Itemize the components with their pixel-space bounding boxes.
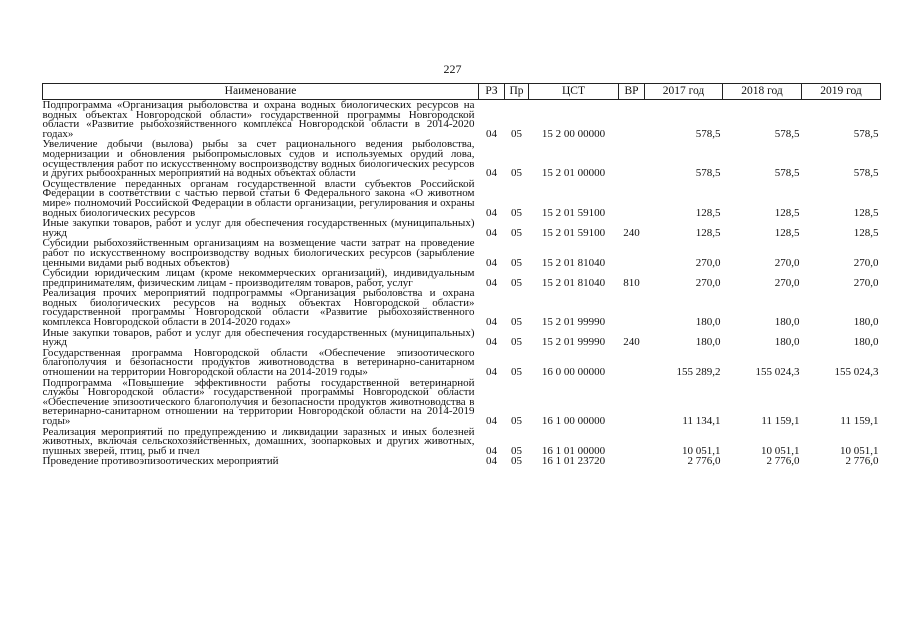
table-row	[43, 238, 881, 268]
header-2017: 2017 год	[645, 84, 723, 100]
row-value-2019: 2 776,0	[845, 455, 879, 468]
table-row	[43, 348, 881, 378]
row-value-2017: 2 776,0	[687, 455, 721, 468]
row-rz: 04	[486, 455, 497, 468]
header-vr: ВР	[619, 84, 645, 100]
table-row	[43, 139, 881, 178]
row-cst: 15 2 00 00000	[541, 127, 606, 140]
budget-table	[42, 83, 881, 467]
table-row	[43, 268, 881, 288]
row-value-2019: 10 051,1	[840, 444, 879, 457]
row-pr: 05	[511, 206, 522, 219]
header-2019: 2019 год	[802, 84, 881, 100]
row-value-2018: 270,0	[774, 276, 800, 289]
row-value-2017: 10 051,1	[682, 444, 721, 457]
row-pr: 05	[511, 276, 522, 289]
table-header-row	[43, 84, 881, 100]
row-vr	[619, 139, 645, 178]
row-name: Иные закупки товаров, работ и услуг для обеспечения государственных (муниципальных) нужд	[42, 217, 475, 239]
row-value-2019: 155 024,3	[834, 366, 879, 379]
row-rz: 04	[486, 127, 497, 140]
row-value-2019: 180,0	[853, 336, 879, 349]
row-cst: 15 2 01 81040	[541, 256, 606, 269]
row-cst: 15 2 01 99990	[541, 316, 606, 329]
table-row	[43, 328, 881, 348]
table-row	[43, 179, 881, 218]
row-cst: 15 2 01 00000	[541, 167, 606, 180]
row-cst: 16 1 01 00000	[541, 444, 606, 457]
row-name: Субсидии юридическим лицам (кроме некоммерческих организаций), индивидуальным предпринимателям, физическим лицам - производителям товаров, работ, услуг	[42, 267, 475, 289]
row-name: Субсидии рыбохозяйственным организациям на возмещение части затрат на проведение работ по искусственному воспроизводству водных биологических ресурсов (зарыбление ценными видами рыб водных объектов)	[42, 237, 475, 269]
row-value-2017: 578,5	[695, 127, 721, 140]
row-value-2018: 128,5	[774, 226, 800, 239]
row-value-2019: 270,0	[853, 276, 879, 289]
row-value-2017: 11 134,1	[682, 415, 721, 427]
row-value-2019: 578,5	[853, 127, 879, 140]
row-value-2017: 270,0	[695, 256, 721, 269]
row-value-2018: 270,0	[774, 256, 800, 269]
row-pr: 05	[511, 226, 522, 239]
row-rz: 04	[486, 316, 497, 329]
row-pr: 05	[511, 167, 522, 180]
row-pr: 05	[511, 366, 522, 379]
row-vr	[619, 288, 645, 327]
row-value-2018: 128,5	[774, 206, 800, 219]
row-vr: 240	[623, 226, 640, 239]
row-value-2019: 128,5	[853, 226, 879, 239]
row-value-2018: 2 776,0	[766, 455, 800, 468]
row-value-2017: 128,5	[695, 206, 721, 219]
row-name: Увеличение добычи (вылова) рыбы за счет рационального ведения рыболовства, модернизации и обновления рыбопромысловых судов и используемых орудий лова, осуществления работ по искусственному воспроизводству водных биологических ресурсов и других рыбоохранных мероприятий на водных объектах области	[42, 138, 475, 180]
row-vr: 810	[623, 276, 640, 289]
page-number: 227	[443, 62, 462, 76]
row-rz: 04	[486, 415, 497, 427]
row-rz: 04	[486, 167, 497, 180]
row-name: Осуществление переданных органам государственной власти субъектов Российской Федерации в соответствии с частью первой статьи 6 Федерального закона «О животном мире» полномочий Российской Федерации в области организации, регулирования и охраны водных биологических ресурсов	[42, 177, 475, 219]
header-pr: Пр	[505, 84, 529, 100]
row-vr	[619, 179, 645, 218]
row-name: Государственная программа Новгородской области «Обеспечение эпизоотического благополучия и безопасности продуктов животноводства в ветеринарно-санитарном отношении на территории Новгородской области на 2014-2019 годы»	[42, 346, 475, 379]
row-cst: 16 1 00 00000	[541, 415, 606, 427]
row-vr	[619, 348, 645, 378]
row-pr: 05	[511, 444, 522, 457]
row-name: Подпрограмма «Повышение эффективности работы государственной ветеринарной службы Новгородской области» государственной программы Новгородской области «Обеспечение эпизоотического благополучия и безопасности продуктов животноводства в ветеринарно-санитарном отношении на территории Новгородской области на 2014-2019 годы»	[42, 376, 475, 427]
row-value-2018: 180,0	[774, 316, 800, 329]
header-rz: РЗ	[479, 84, 505, 100]
table-row	[43, 218, 881, 238]
row-cst: 16 0 00 00000	[541, 366, 606, 379]
row-value-2018: 11 159,1	[761, 415, 800, 427]
row-name: Иные закупки товаров, работ и услуг для обеспечения государственных (муниципальных) нужд	[42, 326, 475, 349]
row-value-2017: 578,5	[695, 167, 721, 180]
row-pr: 05	[511, 455, 522, 468]
row-rz: 04	[486, 336, 497, 349]
row-value-2017: 270,0	[695, 276, 721, 289]
row-value-2018: 10 051,1	[761, 444, 800, 457]
row-value-2018: 180,0	[774, 336, 800, 349]
row-name: Реализация прочих мероприятий подпрограммы «Организация рыболовства и охрана водных биологических ресурсов на водных объектах Новгородской области» государственной программы Новгородской области «Развитие рыбохозяйственного комплекса Новгородской области в 2014-2020 годах»	[42, 287, 475, 329]
table-row	[43, 288, 881, 327]
row-vr	[619, 378, 645, 427]
header-2018: 2018 год	[723, 84, 802, 100]
table-row	[43, 456, 881, 467]
row-rz: 04	[486, 256, 497, 269]
row-rz: 04	[486, 276, 497, 289]
row-rz: 04	[486, 206, 497, 219]
row-value-2019: 128,5	[853, 206, 879, 219]
row-value-2019: 11 159,1	[840, 415, 879, 427]
row-pr: 05	[511, 336, 522, 349]
row-pr: 05	[511, 256, 522, 269]
header-name: Наименование	[43, 84, 479, 100]
row-vr	[619, 427, 645, 457]
row-value-2019: 270,0	[853, 256, 879, 269]
table-row	[43, 427, 881, 457]
row-pr: 05	[511, 316, 522, 329]
row-value-2018: 155 024,3	[755, 366, 800, 379]
row-rz: 04	[486, 444, 497, 457]
row-cst: 15 2 01 99990	[541, 336, 606, 349]
header-cst: ЦСТ	[529, 84, 619, 100]
row-vr	[619, 456, 645, 467]
row-vr	[619, 100, 645, 140]
row-name: Проведение противоэпизоотических мероприятий	[42, 455, 279, 468]
table-row	[43, 378, 881, 427]
row-name: Подпрограмма «Организация рыболовства и охрана водных биологических ресурсов на водных объектах Новгородской области» государственной программы Новгородской области «Развитие рыбохозяйственного комплекса Новгородской области в 2014-2020 годах»	[42, 99, 475, 140]
row-cst: 15 2 01 59100	[541, 226, 606, 239]
table-body	[43, 100, 881, 467]
row-value-2017: 128,5	[695, 226, 721, 239]
row-rz: 04	[486, 226, 497, 239]
row-value-2019: 180,0	[853, 316, 879, 329]
row-value-2017: 180,0	[695, 316, 721, 329]
row-value-2018: 578,5	[774, 167, 800, 180]
row-cst: 16 1 01 23720	[541, 455, 606, 468]
table-row	[43, 100, 881, 140]
row-value-2017: 180,0	[695, 336, 721, 349]
row-rz: 04	[486, 366, 497, 379]
row-cst: 15 2 01 59100	[541, 206, 606, 219]
row-value-2017: 155 289,2	[676, 366, 721, 379]
row-vr	[619, 238, 645, 268]
row-vr: 240	[623, 336, 640, 349]
row-value-2019: 578,5	[853, 167, 879, 180]
row-name: Реализация мероприятий по предупреждению и ликвидации заразных и иных болезней животных, включая сельскохозяйственных, домашних, зоопарковых и других животных, пушных зверей, птиц, рыб и пчел	[42, 425, 475, 457]
row-cst: 15 2 01 81040	[541, 276, 606, 289]
row-pr: 05	[511, 415, 522, 427]
row-pr: 05	[511, 127, 522, 140]
row-value-2018: 578,5	[774, 127, 800, 140]
